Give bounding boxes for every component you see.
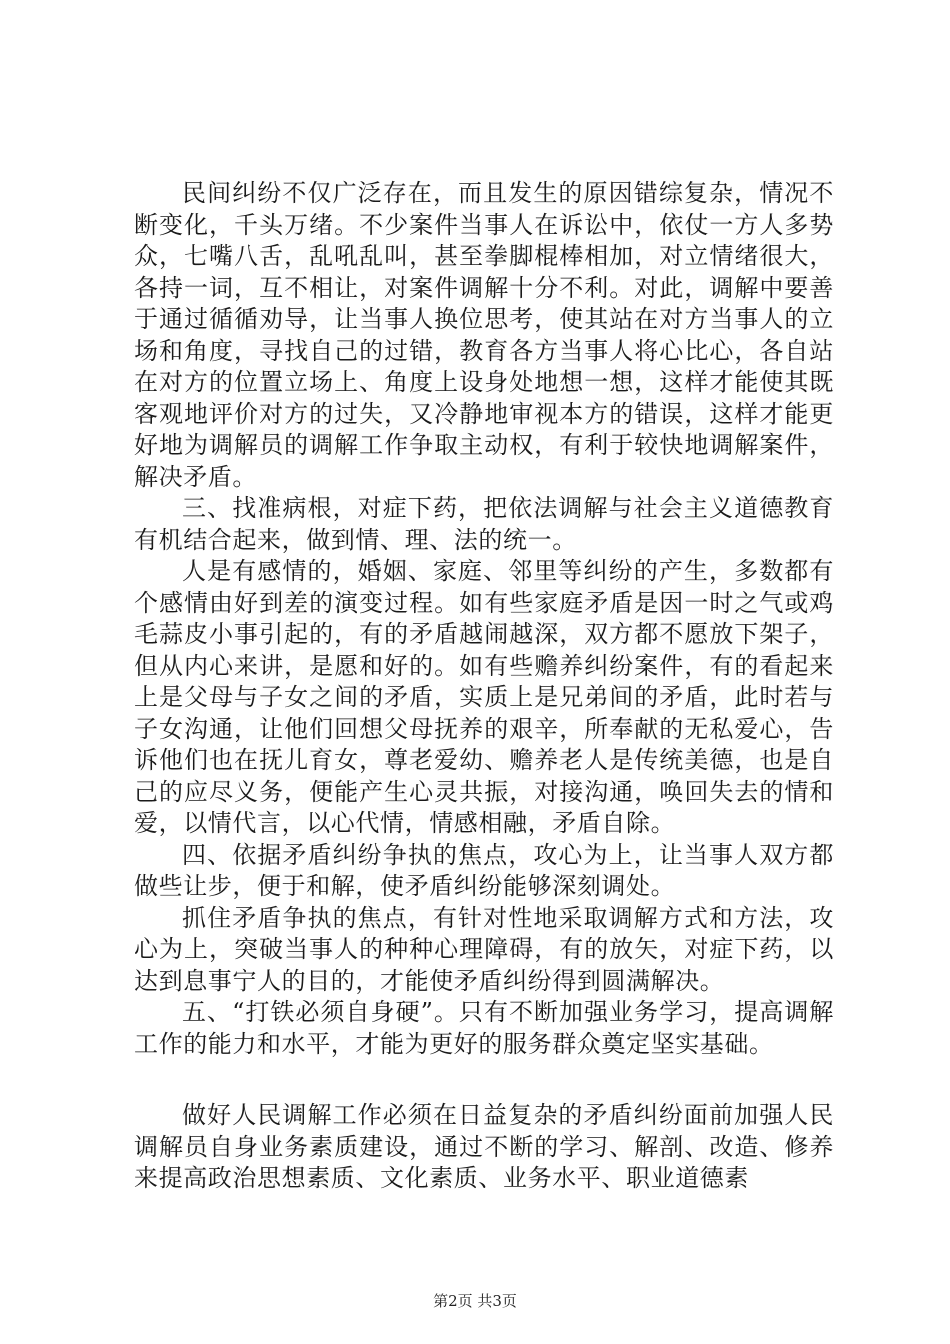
- body-paragraph: 抓住矛盾争执的焦点，有针对性地采取调解方式和方法，攻心为上，突破当事人的种种心理障碍，有的放矢，对症下药，以达到息事宁人的目的，才能使矛盾纠纷得到圆满解决。: [134, 903, 834, 995]
- section-heading-five: 五、“打铁必须自身硬”。只有不断加强业务学习，提高调解工作的能力和水平，才能为更好的服务群众奠定坚实基础。: [134, 998, 834, 1058]
- body-paragraph: 人是有感情的，婚姻、家庭、邻里等纠纷的产生，多数都有个感情由好到差的演变过程。如有些家庭矛盾是因一时之气或鸡毛蒜皮小事引起的，有的矛盾越闹越深，双方都不愿放下架子，但从内心来讲，是愿和好的。如有些赡养纠纷案件，有的看起来上是父母与子女之间的矛盾，实质上是兄弟间的矛盾，此时若与子女沟通，让他们回想父母抚养的艰辛，所奉献的无私爱心，告诉他们也在抚儿育女，尊老爱幼、赡养老人是传统美德，也是自己的应尽义务，便能产生心灵共振，对接沟通，唤回失去的情和爱，以情代言，以心代情，情感相融，矛盾自除。: [134, 557, 834, 837]
- paragraph-spacer: [134, 1060, 834, 1100]
- body-paragraph: 做好人民调解工作必须在日益复杂的矛盾纠纷面前加强人民调解员自身业务素质建设，通过不断的学习、解剖、改造、修养来提高政治思想素质、文化素质、业务水平、职业道德素: [134, 1101, 834, 1192]
- body-paragraph: 民间纠纷不仅广泛存在，而且发生的原因错综复杂，情况不断变化，千头万绪。不少案件当事人在诉讼中，依仗一方人多势众，七嘴八舌，乱吼乱叫，甚至拳脚棍棒相加，对立情绪很大，各持一词，互不相让，对案件调解十分不利。对此，调解中要善于通过循循劝导，让当事人换位思考，使其站在对方当事人的立场和角度，寻找自己的过错，教育各方当事人将心比心，各自站在对方的位置立场上、角度上设身处地想一想，这样才能使其既客观地评价对方的过失，又冷静地审视本方的错误，这样才能更好地为调解员的调解工作争取主动权，有利于较快地调解案件，解决矛盾。: [134, 179, 834, 491]
- section-heading-three: 三、找准病根，对症下药，把依法调解与社会主义道德教育有机结合起来，做到情、理、法的统一。: [134, 494, 834, 554]
- page-number-footer: 第2页 共3页: [433, 1292, 517, 1310]
- section-heading-four: 四、依据矛盾纠纷争执的焦点，攻心为上，让当事人双方都做些让步，便于和解，使矛盾纠纷能够深刻调处。: [134, 840, 834, 900]
- document-body: [134, 178, 834, 1195]
